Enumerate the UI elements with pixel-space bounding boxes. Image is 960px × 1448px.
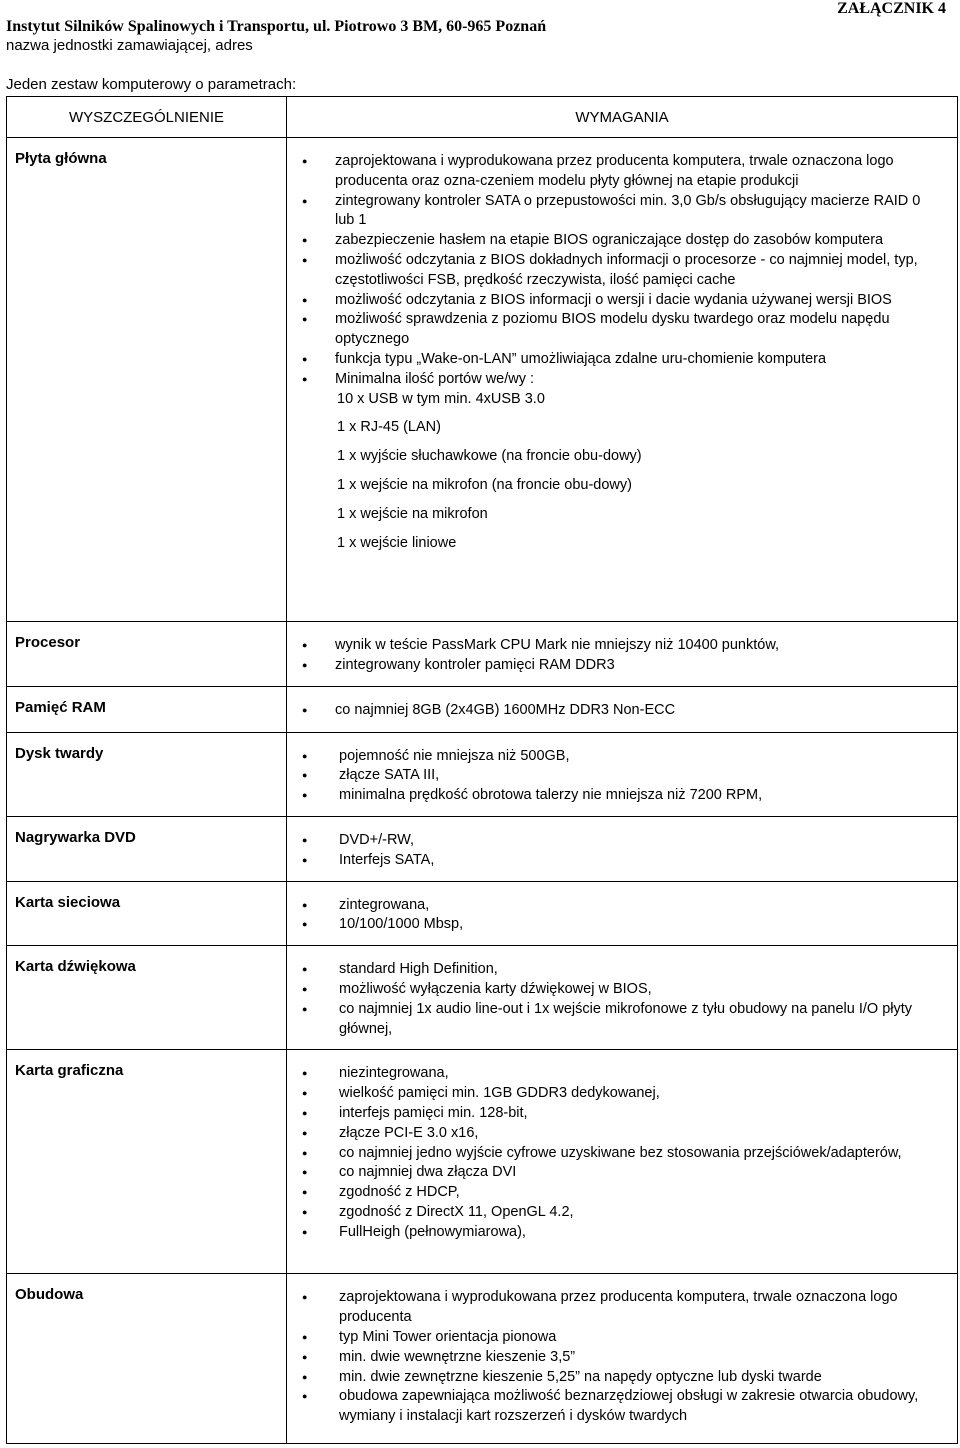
category-cell [7,816,287,881]
requirements-cell [287,138,958,622]
table-body [7,138,958,1444]
requirement-item: ● pojemność nie mniejsza niż 500GB, [287,747,943,767]
requirement-item: ● zintegrowany kontroler SATA o przepustowości min. 3,0 Gb/s obsługujący macierze RAID 0 lub 1 [287,192,943,232]
requirements-table [6,96,958,1444]
category-label: Procesor [15,634,81,651]
category-label: Płyta główna [15,150,107,167]
requirement-item: ● standard High Definition, [287,960,943,980]
requirement-item: ● interfejs pamięci min. 128-bit, [287,1104,943,1124]
requirements-list [287,636,943,676]
requirements-cell [287,1274,958,1444]
category-cell [7,946,287,1050]
requirements-list [287,152,943,390]
category-label: Karta dźwiękowa [15,958,136,976]
requirements-cell [287,622,958,687]
requirements-list [287,896,943,936]
table-row [7,1274,958,1444]
port-spec-line: 10 x USB w tym min. 4xUSB 3.0 [337,390,545,407]
requirement-item: ● zgodność z HDCP, [287,1183,943,1203]
requirements-cell [287,881,958,946]
requirements-cell [287,1050,958,1274]
requirement-item: ● co najmniej dwa złącza DVI [287,1163,943,1183]
category-label: Obudowa [15,1286,84,1304]
requirement-item: ● złącze SATA III, [287,766,943,786]
requirement-item: ● funkcja typu „Wake-on-LAN” umożliwiająca zdalne uru-chomienie komputera [287,350,943,370]
requirement-item: ● co najmniej 8GB (2x4GB) 1600MHz DDR3 Non-ECC [287,701,943,721]
requirements-list [287,831,943,871]
requirement-item: ● FullHeigh (pełnowymiarowa), [287,1223,943,1243]
requirement-item: ● zintegrowana, [287,896,943,916]
requirement-item: ● zaprojektowana i wyprodukowana przez producenta komputera, trwale oznaczona logo producenta oraz ozna-czeniem modelu płyty głównej na etapie produkcji [287,152,943,192]
category-label: Karta graficzna [15,1062,124,1080]
category-cell [7,686,287,732]
requirement-item: ● Interfejs SATA, [287,851,943,871]
table-row [7,816,958,881]
requirements-list [287,747,943,806]
category-cell [7,881,287,946]
requirements-list [287,1288,943,1427]
requirement-item: ● min. dwie zewnętrzne kieszenie 5,25” na napędy optyczne lub dyski twarde [287,1368,943,1388]
requirement-item: ● 10/100/1000 Mbsp, [287,915,943,935]
requirements-list [287,1064,943,1242]
port-spec-line: 1 x wejście na mikrofon [337,505,488,522]
table-row [7,622,958,687]
requirement-item: ● co najmniej 1x audio line-out i 1x wejście mikrofonowe z tyłu obudowy na panelu I/O płyty głównej, [287,1000,943,1040]
requirements-cell [287,816,958,881]
category-cell [7,138,287,622]
requirement-item: ● możliwość wyłączenia karty dźwiękowej w BIOS, [287,980,943,1000]
requirement-item: ● zaprojektowana i wyprodukowana przez producenta komputera, trwale oznaczona logo producenta [287,1288,943,1328]
requirement-item: ● wynik w teście PassMark CPU Mark nie mniejszy niż 10400 punktów, [287,636,943,656]
port-spec-line: 1 x RJ-45 (LAN) [337,419,441,436]
requirements-cell [287,732,958,816]
category-cell [7,732,287,816]
requirements-cell [287,946,958,1050]
requirement-item: ● Minimalna ilość portów we/wy : [287,370,943,390]
category-label: Dysk twardy [15,744,104,762]
category-label: Karta sieciowa [15,893,121,911]
requirement-item: ● obudowa zapewniająca możliwość beznarzędziowej obsługi w zakresie otwarcia obudowy, wymiany i instalacji kart rozszerzeń i dysków twardych [287,1387,943,1427]
requirement-item: ● typ Mini Tower orientacja pionowa [287,1328,943,1348]
requirements-list [287,701,943,721]
institution-name: Instytut Silników Spalinowych i Transportu, ul. Piotrowo 3 BM, 60-965 Poznań [6,18,547,35]
category-cell [7,1050,287,1274]
port-spec-line: 1 x wejście na mikrofon (na froncie obu-dowy) [337,476,632,493]
table-row [7,946,958,1050]
requirements-list [287,960,943,1039]
requirement-item: ● złącze PCI-E 3.0 x16, [287,1124,943,1144]
port-spec-line: 1 x wejście liniowe [337,534,457,551]
category-cell [7,1274,287,1444]
requirement-item: ● zabezpieczenie hasłem na etapie BIOS ograniczające dostęp do zasobów komputera [287,231,943,251]
table-row [7,732,958,816]
table-row [7,138,958,622]
requirement-item: ● co najmniej jedno wyjście cyfrowe uzyskiwane bez stosowania przejściówek/adapterów, [287,1144,943,1164]
column-header-requirements: WYMAGANIA [287,97,958,138]
requirement-item: ● możliwość odczytania z BIOS dokładnych informacji o procesorze - co najmniej model, typ, częstotliwości FSB, prędkość rzeczywista, ilość pamięci cache [287,251,943,291]
table-header-row [7,97,958,138]
requirement-item: ● wielkość pamięci min. 1GB GDDR3 dedykowanej, [287,1084,943,1104]
category-label: Pamięć RAM [15,698,106,716]
table-row [7,881,958,946]
requirement-item: ● niezintegrowana, [287,1064,943,1084]
requirement-item: ● DVD+/-RW, [287,831,943,851]
category-cell [7,622,287,687]
intro-text: Jeden zestaw komputerowy o parametrach: [6,76,297,93]
requirement-item: ● możliwość sprawdzenia z poziomu BIOS modelu dysku twardego oraz modelu napędu optycznego [287,310,943,350]
column-header-spec: WYSZCZEGÓLNIENIE [7,97,287,138]
attachment-label: ZAŁĄCZNIK 4 [837,0,946,17]
requirement-item: ● możliwość odczytania z BIOS informacji o wersji i dacie wydania używanej wersji BIOS [287,291,943,311]
port-spec-line: 1 x wyjście słuchawkowe (na froncie obu-dowy) [337,448,642,465]
table-row [7,686,958,732]
requirement-item: ● minimalna prędkość obrotowa talerzy nie mniejsza niż 7200 RPM, [287,786,943,806]
requirement-item: ● zintegrowany kontroler pamięci RAM DDR3 [287,656,943,676]
requirement-item: ● min. dwie wewnętrzne kieszenie 3,5” [287,1348,943,1368]
requirements-cell [287,686,958,732]
requirement-item: ● zgodność z DirectX 11, OpenGL 4.2, [287,1203,943,1223]
category-label: Nagrywarka DVD [15,828,136,846]
table-row [7,1050,958,1274]
institution-caption: nazwa jednostki zamawiającej, adres [6,37,253,54]
